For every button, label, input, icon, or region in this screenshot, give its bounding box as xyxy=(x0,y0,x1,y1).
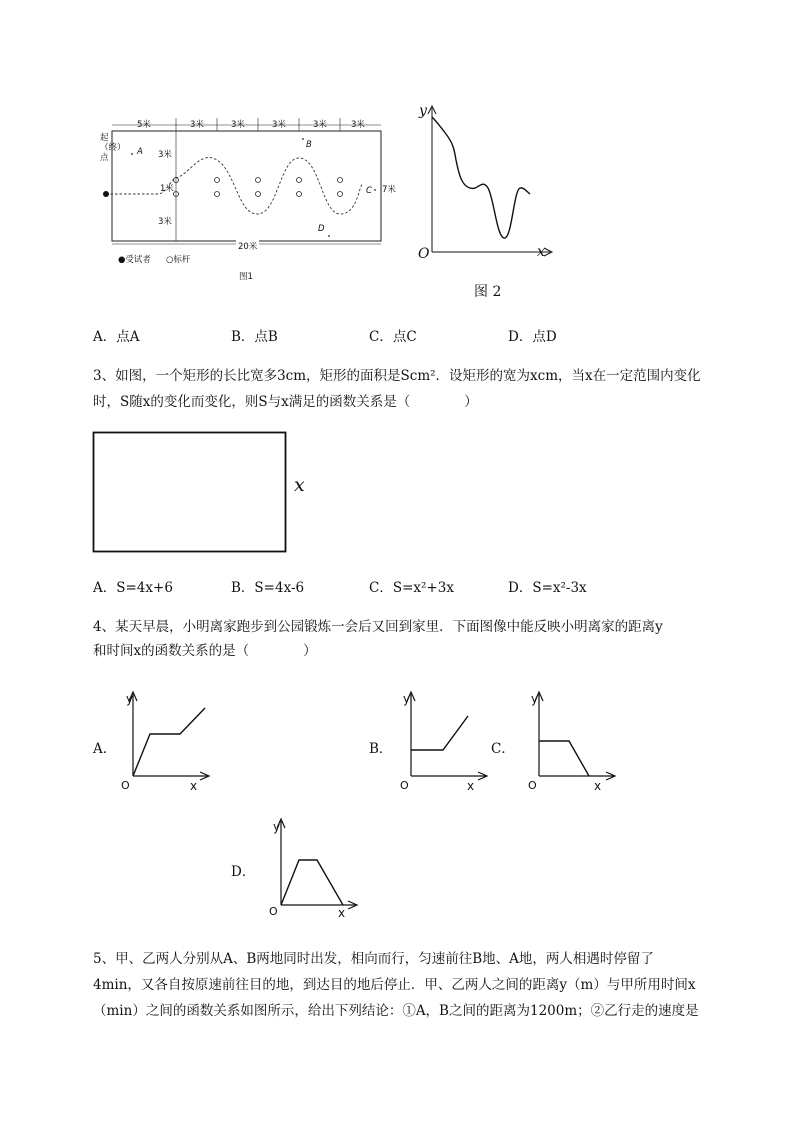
fig1-dim-4: 3米 xyxy=(313,120,327,130)
q4-graph-d-y: y xyxy=(273,820,281,834)
figure-2-graph xyxy=(410,100,560,265)
q2-option-a: A．点A xyxy=(93,329,140,345)
fig1-right-label: 7米 xyxy=(382,185,396,195)
q2-option-b: B．点B xyxy=(231,329,278,345)
q4-graph-b-x: x xyxy=(467,779,475,793)
q4-graph-d-o: O xyxy=(269,905,278,918)
fig1-dim-0: 5米 xyxy=(137,120,151,130)
q4-graph-a-label: A． xyxy=(93,741,117,757)
q2-option-d: D．点D xyxy=(508,329,557,345)
q4-graph-b-label: B． xyxy=(369,741,393,757)
q4-graph-d-x: x xyxy=(338,906,346,920)
fig1-side-label-2: 3米 xyxy=(158,217,172,227)
fig1-bottom-label: 20米 xyxy=(238,242,258,252)
q4-graph-c-o: O xyxy=(528,779,537,792)
fig1-point-b: B xyxy=(306,140,312,150)
fig1-legend-pole: ○标杆 xyxy=(166,255,191,265)
q4-graph-c xyxy=(526,688,618,788)
q3-stem-line-1: 3、如图，一个矩形的长比宽多3cm，矩形的面积是Scm²．设矩形的宽为xcm，当x在一定范围内变化 xyxy=(93,368,701,384)
q3-option-b: B．S=4x-6 xyxy=(231,580,305,596)
q4-graph-a-o: O xyxy=(121,779,130,792)
fig1-point-a: A xyxy=(137,147,143,157)
fig1-point-c: C xyxy=(366,186,372,196)
q3-rect-width-label: x xyxy=(294,474,305,496)
fig1-dim-5: 3米 xyxy=(351,120,365,130)
q4-graph-b-o: O xyxy=(400,779,409,792)
q2-option-c: C．点C xyxy=(369,329,417,345)
q4-graph-a-x: x xyxy=(190,779,198,793)
fig1-side-label-1: 1米 xyxy=(160,184,174,194)
q4-graph-b-y: y xyxy=(403,692,411,706)
q3-option-d: D．S=x²-3x xyxy=(508,580,587,596)
fig1-start-label: 起（终）点 xyxy=(100,133,126,163)
q4-stem-line-2: 和时间x的函数关系的是（ ） xyxy=(93,643,317,659)
fig2-y-label: y xyxy=(419,103,427,119)
q3-option-c: C．S=x²+3x xyxy=(369,580,454,596)
fig1-legend-subject: ●受试者 xyxy=(118,255,151,265)
fig1-side-label-0: 3米 xyxy=(158,150,172,160)
q4-graph-c-x: x xyxy=(594,779,602,793)
q4-graph-d xyxy=(268,815,360,915)
q4-graph-d-label: D． xyxy=(231,864,256,880)
fig1-dim-2: 3米 xyxy=(231,120,245,130)
fig1-caption: 图1 xyxy=(239,272,253,282)
fig2-caption: 图 2 xyxy=(474,284,502,300)
q3-option-a: A．S=4x+6 xyxy=(93,580,173,596)
q4-graph-c-y: y xyxy=(531,692,539,706)
q4-graph-c-label: C． xyxy=(491,741,515,757)
q4-graph-a xyxy=(120,688,212,788)
fig2-x-label: x xyxy=(537,244,545,260)
q5-stem-line-2: 4min，又各自按原速前往目的地，到达目的地后停止．甲、乙两人之间的距离y（m）与甲所用时间x xyxy=(93,977,696,993)
fig1-point-d: D xyxy=(318,224,325,234)
fig1-dim-1: 3米 xyxy=(190,120,204,130)
q4-graph-a-y: y xyxy=(126,692,134,706)
fig2-origin-label: O xyxy=(418,246,430,262)
q4-stem-line-1: 4、某天早晨，小明离家跑步到公园锻炼一会后又回到家里．下面图像中能反映小明离家的距离y xyxy=(93,619,663,635)
q5-stem-line-1: 5、甲、乙两人分别从A、B两地同时出发，相向而行，匀速前往B地、A地，两人相遇时停留了 xyxy=(93,951,654,967)
q5-stem-line-3: （min）之间的函数关系如图所示，给出下列结论：①A，B之间的距离为1200m；②乙行走的速度是 xyxy=(93,1003,699,1019)
q4-graph-b xyxy=(398,688,490,788)
fig1-dim-3: 3米 xyxy=(272,120,286,130)
q3-stem-line-2: 时，S随x的变化而变化，则S与x满足的函数关系是（ ） xyxy=(93,394,478,410)
q3-rectangle xyxy=(92,431,288,553)
